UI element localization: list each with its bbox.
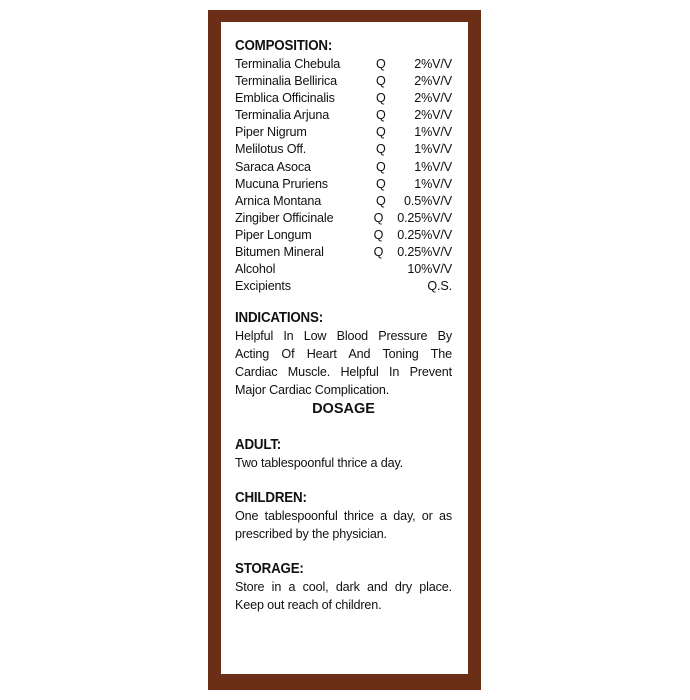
composition-row — [235, 56, 452, 73]
ingredient-amount: 0.25%V/V — [397, 245, 452, 260]
ingredient-potency: Q — [376, 125, 386, 140]
ingredient-name: Saraca Asoca — [235, 159, 311, 174]
composition-row — [235, 141, 452, 158]
composition-row — [235, 73, 452, 90]
composition-row — [235, 227, 452, 244]
composition-row — [235, 176, 452, 193]
ingredient-potency: Q — [376, 108, 386, 123]
ingredient-name: Terminalia Arjuna — [235, 108, 330, 123]
ingredient-potency: Q — [376, 74, 386, 89]
ingredient-name: Zingiber Officinale — [235, 210, 334, 225]
composition-row — [235, 124, 452, 141]
ingredient-name: Terminalia Chebula — [235, 57, 341, 71]
ingredient-potency: Q — [373, 210, 384, 225]
ingredient-potency: Q — [376, 193, 386, 208]
ingredient-name: Emblica Officinalis — [235, 91, 335, 106]
composition-row — [235, 90, 452, 107]
ingredient-potency: Q — [376, 142, 386, 157]
ingredient-potency — [376, 261, 400, 278]
ingredient-amount: 0.25%V/V — [397, 210, 452, 225]
ingredient-potency: Q — [373, 227, 384, 242]
ingredient-amount: 2%V/V — [414, 74, 452, 89]
ingredient-name: Melilotus Off. — [235, 142, 307, 157]
ingredient-name: Mucuna Pruriens — [235, 176, 328, 191]
ingredient-amount: 1%V/V — [414, 142, 452, 157]
ingredient-name: Terminalia Bellirica — [235, 74, 337, 89]
ingredient-potency: Q — [376, 91, 386, 106]
composition-row — [235, 210, 452, 227]
children-heading: CHILDREN: — [235, 490, 307, 507]
ingredient-amount: 1%V/V — [414, 176, 452, 191]
indications-text: Helpful In Low Blood Pressure By Acting Of Heart And Toning The Cardiac Muscle. Helpful In Prevent Major Cardiac Complication. — [235, 329, 452, 398]
composition-row — [235, 278, 452, 295]
ingredient-name: Excipients — [235, 279, 291, 294]
composition-row — [235, 193, 452, 210]
ingredient-amount: 1%V/V — [414, 159, 452, 174]
adult-heading: ADULT: — [235, 437, 282, 454]
ingredient-name: Bitumen Mineral — [235, 245, 324, 260]
ingredient-potency — [376, 278, 400, 295]
composition-heading: COMPOSITION: — [235, 38, 333, 54]
ingredient-amount: 2%V/V — [414, 108, 452, 123]
indications-heading: INDICATIONS: — [235, 310, 323, 327]
adult-text: Two tablespoonful thrice a day. — [235, 456, 404, 471]
composition-row — [235, 159, 452, 176]
storage-heading: STORAGE: — [235, 561, 304, 578]
ingredient-name: Arnica Montana — [235, 193, 322, 208]
ingredient-potency: Q — [376, 57, 386, 71]
composition-row — [235, 244, 452, 261]
ingredient-name: Piper Nigrum — [235, 125, 307, 140]
ingredient-amount: 0.25%V/V — [397, 227, 452, 242]
ingredient-amount: Q.S. — [427, 279, 452, 294]
ingredient-amount: 2%V/V — [414, 91, 452, 106]
storage-text: Store in a cool, dark and dry place. Keep out reach of children. — [235, 580, 452, 613]
ingredient-potency: Q — [376, 159, 386, 174]
ingredient-amount: 2%V/V — [414, 57, 452, 71]
ingredient-name: Alcohol — [235, 262, 276, 277]
ingredient-amount: 0.5%V/V — [404, 193, 452, 208]
composition-row — [235, 261, 452, 278]
ingredient-name: Piper Longum — [235, 227, 312, 242]
composition-table — [235, 56, 452, 295]
composition-row — [235, 107, 452, 124]
label-panel — [221, 22, 468, 674]
children-text: One tablespoonful thrice a day, or as prescribed by the physician. — [235, 509, 452, 542]
ingredient-potency: Q — [376, 176, 386, 191]
ingredient-amount: 1%V/V — [414, 125, 452, 140]
dosage-heading: DOSAGE — [312, 401, 375, 418]
ingredient-potency: Q — [373, 245, 384, 260]
ingredient-amount: 10%V/V — [407, 262, 452, 277]
